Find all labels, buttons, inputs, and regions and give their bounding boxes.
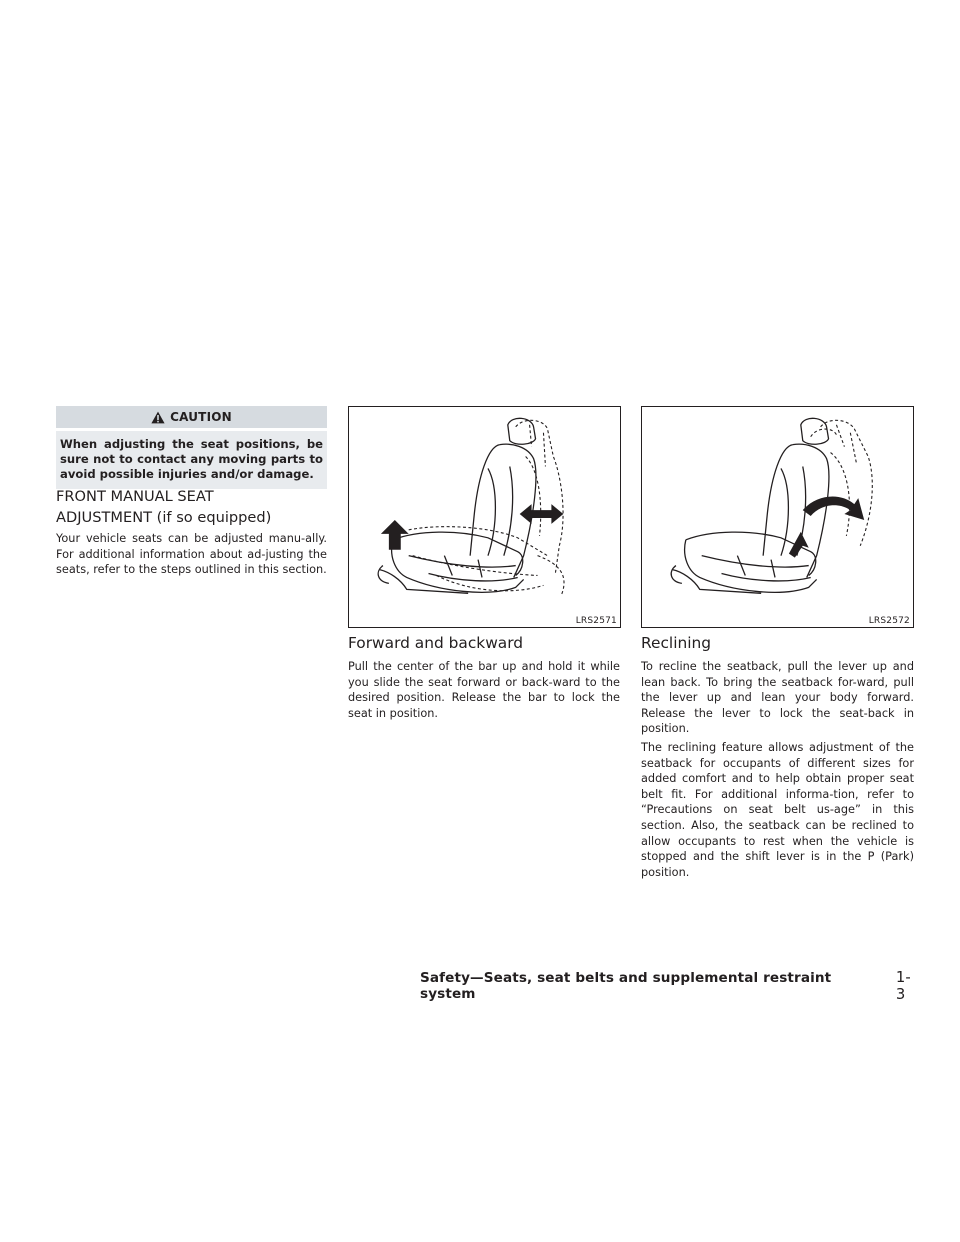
section-title <box>56 486 327 528</box>
figure-code: LRS2572 <box>868 616 910 626</box>
caution-header <box>56 406 327 428</box>
figure-seat-slide <box>348 406 621 628</box>
section-intro: Your vehicle seats can be adjusted manu-ally. For additional information about ad-justing the seats, refer to the steps outlined in this section. <box>56 532 327 577</box>
figure-seat-recline <box>641 406 914 628</box>
warning-icon <box>151 411 165 424</box>
figure-code: LRS2571 <box>575 616 617 626</box>
page-footer <box>420 969 920 1003</box>
section-title-line1: FRONT MANUAL SEAT <box>56 488 214 505</box>
caution-box <box>56 406 327 489</box>
section-title-line2: ADJUSTMENT (if so equipped) <box>56 509 272 526</box>
footer-chapter-title: Safety—Seats, seat belts and supplemental restraint system <box>420 970 832 1002</box>
caution-heading: CAUTION <box>170 410 232 424</box>
page-number: 1-3 <box>895 969 911 1003</box>
forward-backward-title: Forward and backward <box>348 634 524 652</box>
reclining-text-1: To recline the seatback, pull the lever up and lean back. To bring the seatback for-ward, pull the lever up and lean your body forward. Release the lever to lock the seat-back in position. <box>641 660 914 736</box>
forward-backward-text: Pull the center of the bar up and hold it while you slide the seat forward or back-ward to the desired position. Release the bar to lock the seat in position. <box>348 660 620 720</box>
seat-recline-illustration <box>642 407 913 627</box>
caution-text: When adjusting the seat positions, be sure not to contact any moving parts to avoid possible injuries and/or damage. <box>56 431 327 489</box>
reclining-title: Reclining <box>641 634 712 652</box>
seat-slide-illustration <box>349 407 620 627</box>
reclining-text-2: The reclining feature allows adjustment of the seatback for occupants of different sizes for added comfort and to help obtain proper seat belt fit. For additional informa-tion, refer to “Precautions on seat belt us-age” in this section. Also, the seatback can be reclined to allow occupants to rest when the vehicle is stopped and the shift lever is in the P (Park) position. <box>641 741 914 879</box>
